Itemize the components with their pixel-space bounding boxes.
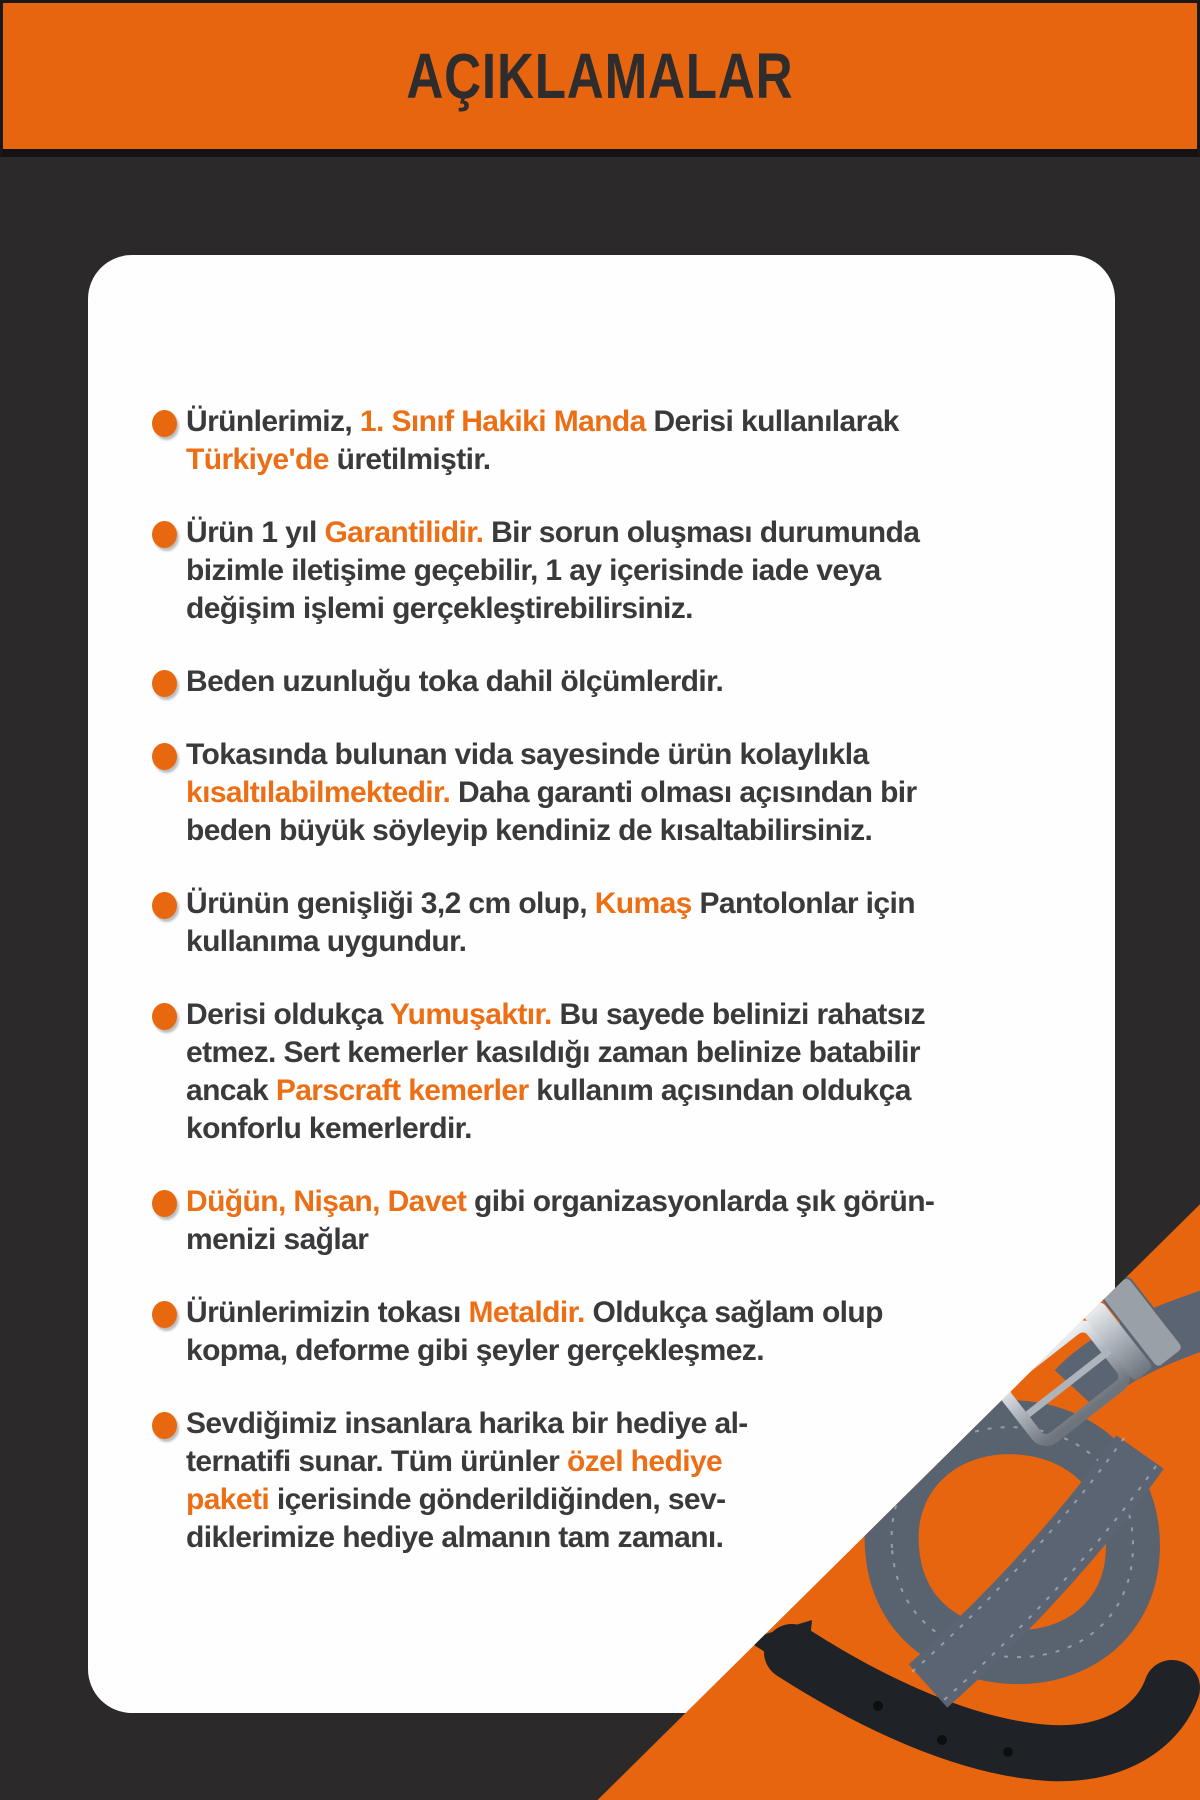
list-item xyxy=(152,885,1059,961)
item-text: Derisi oldukça Yumuşaktır. Bu sayede belinizi rahatsız etmez. Sert kemerler kasıldığı zaman belinize batabilir ancak Parscraft kemerler kullanım açısından oldukça konforlu kemerlerdir. xyxy=(186,998,926,1145)
list-item xyxy=(152,403,1059,479)
item-text: Ürünlerimizin tokası Metaldir. Oldukça sağlam olup kopma, deforme gibi şeyler gerçekleşmez. xyxy=(186,1296,883,1367)
item-text: Tokasında bulunan vida sayesinde ürün kolaylıkla kısaltılabilmektedir. Daha garanti olması açısından bir beden büyük söyleyip kendiniz de kısaltabilirsiniz. xyxy=(186,738,917,847)
item-text: Beden uzunluğu toka dahil ölçümlerdir. xyxy=(186,665,724,698)
list-item xyxy=(152,1183,1059,1259)
item-text: Ürünlerimiz, 1. Sınıf Hakiki Manda Derisi kullanılarak Türkiye'de üretilmiştir. xyxy=(186,405,899,476)
list-item xyxy=(152,514,1059,628)
bullet-icon xyxy=(152,410,177,437)
list-item xyxy=(152,996,1059,1148)
bullet-icon xyxy=(152,1301,177,1328)
list-item xyxy=(152,1294,1059,1370)
bullet-icon xyxy=(152,670,177,697)
list-item xyxy=(152,663,1059,701)
bullet-icon xyxy=(152,743,177,770)
bullet-icon xyxy=(152,892,177,919)
item-text: Ürün 1 yıl Garantilidir. Bir sorun oluşması durumunda bizimle iletişime geçebilir, 1 ay içerisinde iade veya değişim işlemi gerçekleştirebilirsiniz. xyxy=(186,516,920,625)
description-list xyxy=(88,255,1115,1557)
bullet-icon xyxy=(152,1003,177,1030)
bullet-icon xyxy=(152,1190,177,1217)
bullet-icon xyxy=(152,1412,177,1439)
item-text: Düğün, Nişan, Davet gibi organizasyonlarda şık görün- menizi sağlar xyxy=(186,1185,935,1256)
list-item xyxy=(152,736,1059,850)
header-bar xyxy=(0,0,1200,157)
item-text: Sevdiğimiz insanlara harika bir hediye al- ternatifi sunar. Tüm ürünler özel hediye paketi içerisinde gönderildiğinden, sev- diklerimize hediye almanın tam zamanı. xyxy=(186,1407,748,1554)
page-title: AÇIKLAMALAR xyxy=(406,40,794,112)
item-text: Ürünün genişliği 3,2 cm olup, Kumaş Pantolonlar için kullanıma uygundur. xyxy=(186,887,915,958)
bullet-icon xyxy=(152,521,177,548)
